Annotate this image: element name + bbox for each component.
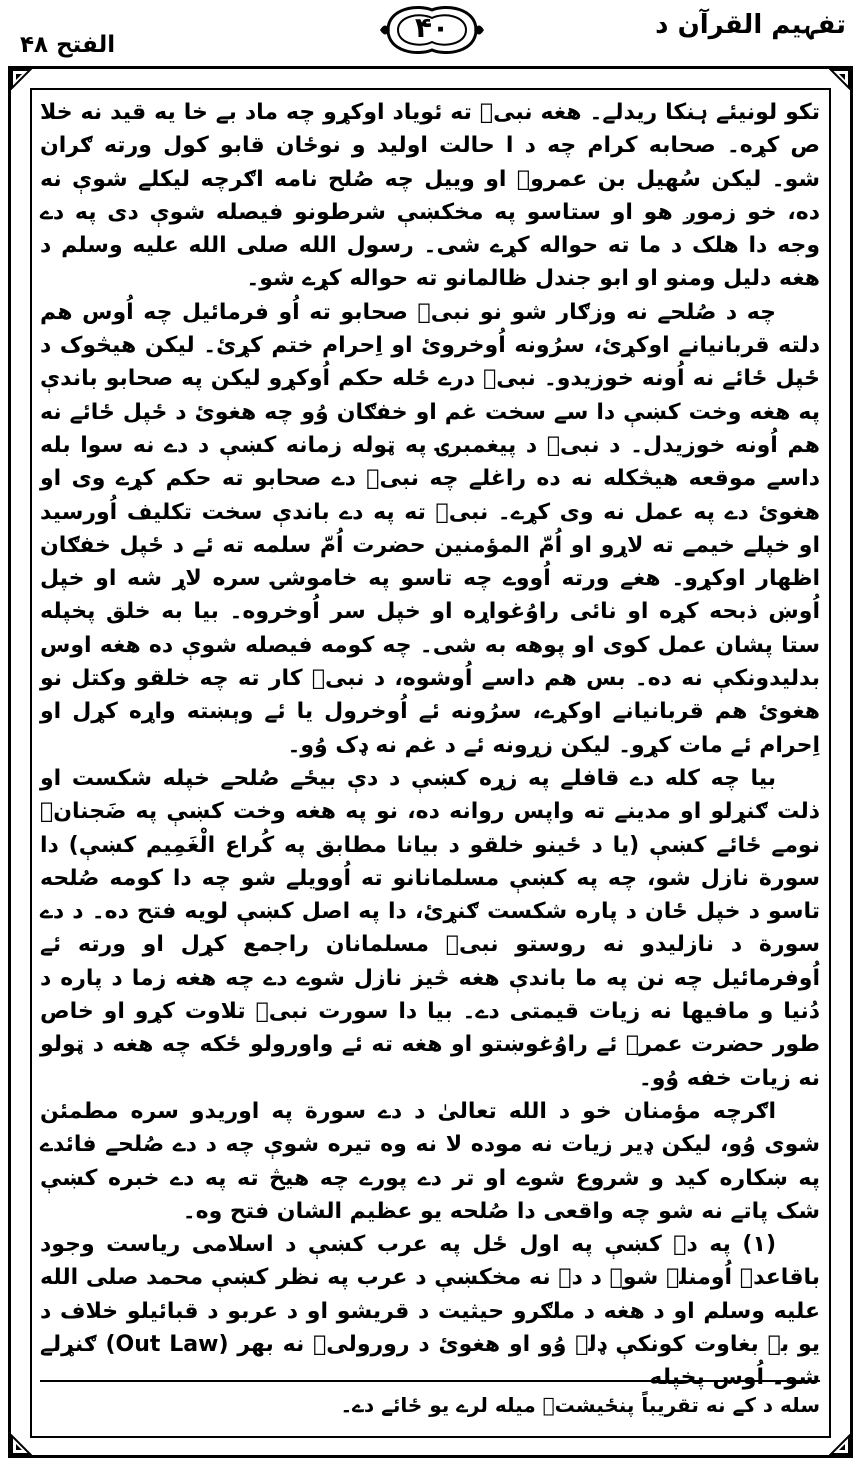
corner-ornament-icon — [829, 1434, 851, 1456]
paragraph: بیا چه کله دے قافلے په زړه کښې د دې بیځے صُلحے خپله شکست او ذلت ګنړلو او مدینے ته واپس روانه ده، نو په هغه وخت کښې په ضَجنانؐ نومے ځائے کښې (یا د ځینو خلقو د بیانا مطابق په کُراع الْغَمِیم کښې) دا سورة نازل شو، چه په کښې مسلمانانو ته اُوویلے شو چه دا کومه صُلحه تاسو د خپل ځان د پاره شکست ګنړئ، دا په اصل کښې لویه فتح ده۔ د دے سورة د نازلیدو نه روستو نبیؐ مسلمانان راجمع کړل او ورته ئے اُوفرمائیل چه نن په ما باندې هغه څیز نازل شوے دے چه هغه زما د پاره د دُنیا و مافیها نه زیات قیمتی دے۔ بیا دا سورت نبیؐ تلاوت کړو او خاص طور حضرت عمرؓ ئے راوُغوښتو او هغه ته ئے واورولو ځکه چه هغه د ټولو نه زیات خفه وُو۔ — [40, 765, 820, 1091]
corner-ornament-icon — [10, 1434, 32, 1456]
running-title: تفہیم القرآن د — [655, 10, 846, 40]
corner-ornament-icon — [10, 68, 32, 90]
page-number: ۴۰ — [414, 11, 450, 44]
footnote: سله د کے نه تقریباً پنځیشتؐ میله لرے یو ځائے دے۔ — [340, 1393, 820, 1417]
corner-ornament-icon — [829, 68, 851, 90]
paragraph: تکو لونیئے ہنکا ریدلے۔ هغه نبیؐ ته ئویاد اوکړو چه ماد بے خا یه قید نه خلا ص کړه۔ صحابه کرام چه د ا حالت اولید و نوځان قابو کول ورته ګران شو۔ لیکن سُهیل بن عمروؓ او وییل چه صُلح نامه اګرچه لیکلے شوې نه ده، خو زموږ هو او ستاسو په مخکښې شرطونو فیصله شوې دی په دے وجه دا هلک د ما ته حواله کړے شی۔ رسول الله صلی الله علیه وسلم د هغه دلیل ومنو او ابو جندل ظالمانو ته حواله کړے شو۔ — [40, 100, 820, 292]
page-header — [0, 0, 864, 66]
surah-reference: الفتح ۴۸ — [20, 32, 116, 58]
footnote-divider — [40, 1380, 820, 1382]
paragraph: (۱) په دے کښې په اول ځل په عرب کښې د اسلامی ریاست وجود باقاعدہ اُومنلے شو۔ د دے نه مخکښې د عرب په نظر کښې محمد صلی الله علیه وسلم او د هغه د ملګرو حیثیت د قریشو او د عربو د قبائیلو خلاف د یو بے بغاوت کونکې ډلے وُو او هغوئ د رورولیؐ نه بهر (Out Law) ګنړلے شو۔ اُوس پخپله — [40, 1232, 820, 1391]
paragraph: چه د صُلحے نه وزګار شو نو نبیؐ صحابو ته اُو فرمائیل چه اُوس هم دلته قربانیانے اوکړئ، سرُونه اُوخروئ او اِحرام ختم کړئ۔ لیکن هیڅوک د ځپل ځائے نه اُونه خوزیدو۔ نبیؐ درے ځله حکم اُوکړو لیکن په صحابو باندې په هغه وخت کښې دا سے سخت غم او خفګان وُو چه هغوئ د ځپل ځائے نه هم اُونه خوزیدل۔ د نبیؐ د پیغمبرۍ په ټوله زمانه کښې د دے نه سوا بله داسے موقعه هیڅکله نه ده راغلے چه نبیؐ دے صحابو ته حکم کړے وی او هغوئ دے په عمل نه وی کړے۔ نبیؐ ته په دے باندې سخت تکلیف اُورسید او خپلے خیمے ته لاړو او اُمّ المؤمنین حضرت اُمّ سلمه ته ئے د ځپل خفګان اظهار اوکړو۔ هغے ورته اُووے چه تاسو په خاموشۍ سره لاړ شه او خپل اُوښ ذبحه کړه او نائی راوُغواړه او خپل سر اُوخروه۔ بیا به خلق پخپله ستا پشان عمل کوی او پوهه به شی۔ چه کومه فیصله شوې ده هغه اوس بدلیدونکې نه ده۔ بس هم داسے اُوشوه، د نبیؐ کار ته چه خلقو وکتل نو هغوئ هم قربانیانے اوکړے، سرُونه ئے اُوخرول یا ئے وېښته واړه کړل او اِحرام ئے مات کړو۔ لیکن زړونه ئے د غم نه ډک وُو۔ — [40, 299, 820, 758]
paragraph: اګرچه مؤمنان خو د الله تعالیٰ د دے سورة په اوریدو سره مطمئن شوی وُو، لیکن ډیر زیات نه موده لا نه وه تیره شوې چه د دے صُلحے فائدے په ښکاره کید و شروع شوے او تر دے پورے چه هیڅ ته په دے خبره کښې شک پاتے نه شو چه واقعی دا صُلحه یو عظیم الشان فتح وه۔ — [40, 1098, 820, 1224]
main-text — [40, 96, 820, 1395]
